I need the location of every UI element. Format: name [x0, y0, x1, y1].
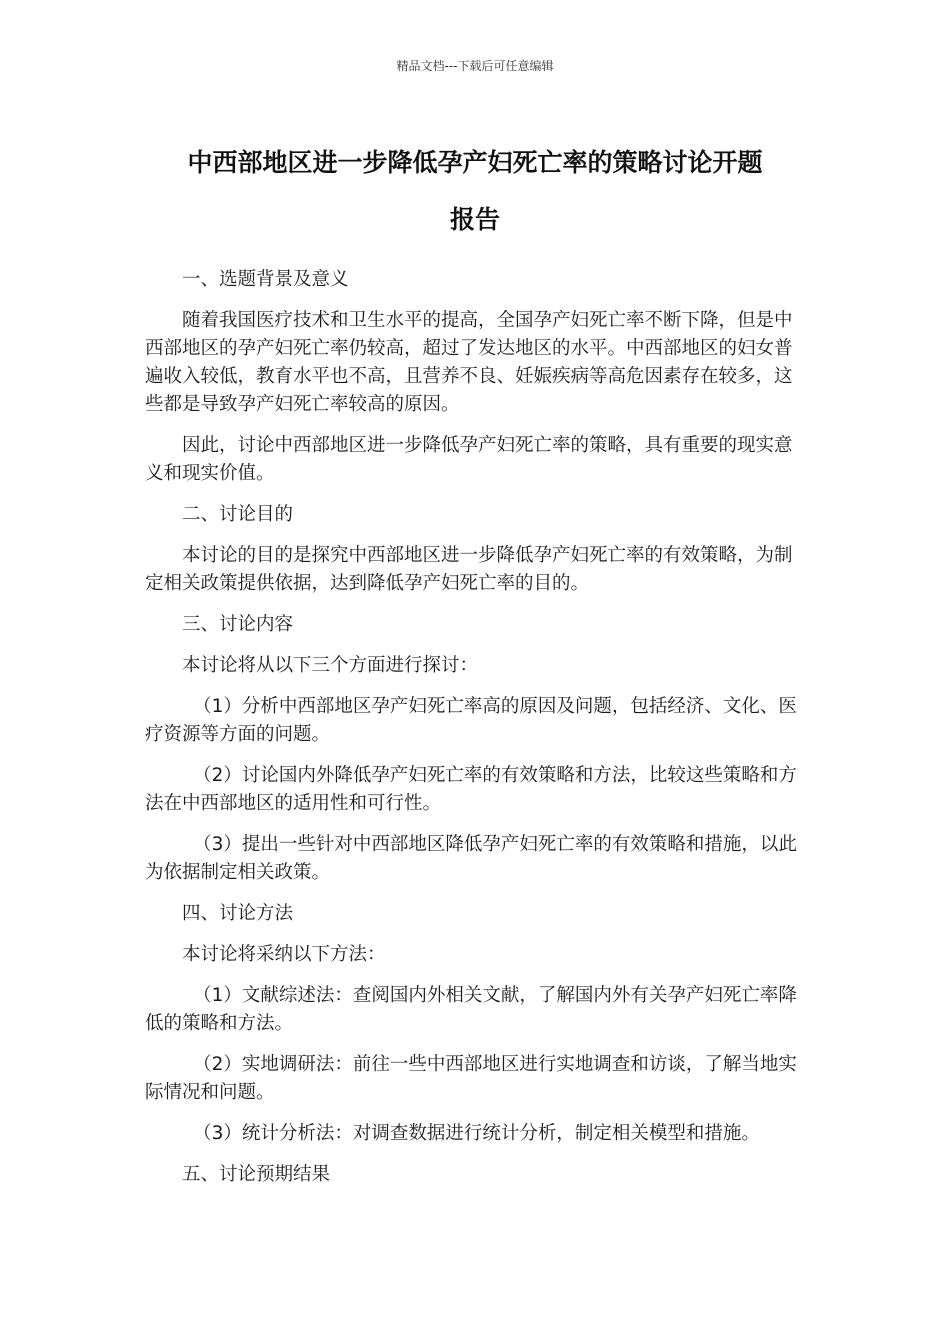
document-body	[145, 266, 810, 1202]
list-item: （1）分析中西部地区孕产妇死亡率高的原因及问题，包括经济、文化、医疗资源等方面的问题。	[145, 696, 797, 745]
paragraph-significance: 因此，讨论中西部地区进一步降低孕产妇死亡率的策略，具有重要的现实意义和现实价值。	[145, 435, 793, 484]
paragraph-content-intro: 本讨论将从以下三个方面进行探讨：	[182, 655, 479, 676]
title-line-2: 报告	[449, 205, 500, 234]
list-item: （2）讨论国内外降低孕产妇死亡率的有效策略和方法，比较这些策略和方法在中西部地区的适用性和可行性。	[145, 765, 797, 814]
paragraph-purpose: 本讨论的目的是探究中西部地区进一步降低孕产妇死亡率的有效策略，为制定相关政策提供依据，达到降低孕产妇死亡率的目的。	[145, 545, 793, 594]
section-heading-expected-results: 五、讨论预期结果	[182, 1164, 331, 1185]
list-item: （3）统计分析法：对调查数据进行统计分析，制定相关模型和措施。	[193, 1123, 760, 1144]
list-item: （3）提出一些针对中西部地区降低孕产妇死亡率的有效策略和措施，以此为依据制定相关政策。	[145, 834, 797, 883]
document-title	[140, 134, 810, 248]
title-line-1: 中西部地区进一步降低孕产妇死亡率的策略讨论开题	[187, 148, 763, 177]
list-item: （1）文献综述法：查阅国内外相关文献，了解国内外有关孕产妇死亡率降低的策略和方法。	[145, 985, 797, 1034]
list-item: （2）实地调研法：前往一些中西部地区进行实地调查和访谈，了解当地实际情况和问题。	[145, 1054, 797, 1103]
section-heading-purpose: 二、讨论目的	[182, 504, 294, 525]
paragraph-background: 随着我国医疗技术和卫生水平的提高，全国孕产妇死亡率不断下降，但是中西部地区的孕产妇死亡率仍较高，超过了发达地区的水平。中西部地区的妇女普遍收入较低，教育水平也不高，且营养不良、妊娠疾病等高危因素存在较多，这些都是导致孕产妇死亡率较高的原因。	[145, 310, 793, 415]
header-note: 精品文档---下载后可任意编辑	[396, 59, 554, 73]
paragraph-methods-intro: 本讨论将采纳以下方法：	[182, 944, 386, 965]
section-heading-background: 一、选题背景及意义	[182, 269, 349, 290]
section-heading-methods: 四、讨论方法	[182, 903, 294, 924]
section-heading-content: 三、讨论内容	[182, 614, 294, 635]
